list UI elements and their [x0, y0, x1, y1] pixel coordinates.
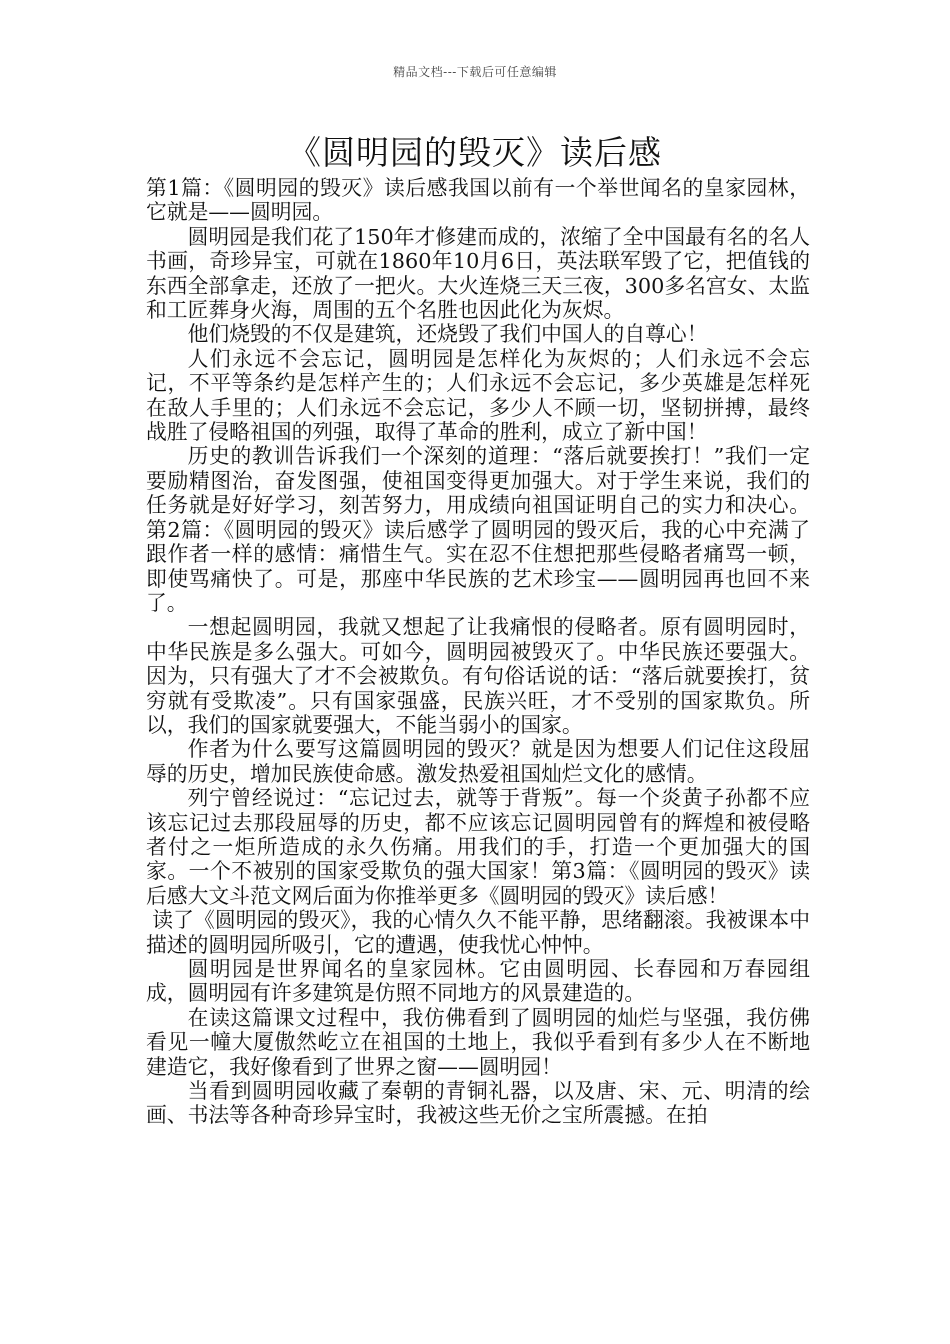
paragraph: 圆明园是我们花了150年才修建而成的，浓缩了全中国最有名的名人书画，奇珍异宝，可就在1860年10月6日，英法联军毁了它，把值钱的东西全部拿走，还放了一把火。大火连烧三天三夜，300多名宫女、太监和工匠葬身火海，周围的五个名胜也因此化为灰烬。	[146, 224, 810, 323]
paragraph: 圆明园是世界闻名的皇家园林。它由圆明园、长春园和万春园组成，圆明园有许多建筑是仿照不同地方的风景建造的。	[146, 957, 810, 1006]
paragraph: 在读这篇课文过程中，我仿佛看到了圆明园的灿烂与坚强，我仿佛看见一幢大厦傲然屹立在祖国的土地上，我似乎看到有多少人在不断地建造它，我好像看到了世界之窗——圆明园！	[146, 1005, 810, 1079]
paragraph: 列宁曾经说过：“忘记过去，就等于背叛”。每一个炎黄子孙都不应该忘记过去那段屈辱的历史，都不应该忘记圆明园曾有的辉煌和被侵略者付之一炬所造成的永久伤痛。用我们的手，打造一个更加强大的国家。一个不被别的国家受欺负的强大国家！第3篇：《圆明园的毁灭》读后感大文斗范文网后面为你推举更多《圆明园的毁灭》读后感！	[146, 786, 810, 908]
paragraph: 他们烧毁的不仅是建筑，还烧毁了我们中国人的自尊心！	[187, 322, 708, 347]
paragraph: 历史的教训告诉我们一个深刻的道理：“落后就要挨打！”我们一定要励精图治，奋发图强，使祖国变得更加强大。对于学生来说，我们的任务就是好好学习，刻苦努力，用成绩向祖国证明自己的实力和决心。第2篇：《圆明园的毁灭》读后感学了圆明园的毁灭后，我的心中充满了跟作者一样的感情：痛惜生气。实在忍不住想把那些侵略者痛骂一顿，即使骂痛快了。可是，那座中华民族的艺术珍宝——圆明园再也回不来了。	[146, 444, 810, 615]
paragraph: 一想起圆明园，我就又想起了让我痛恨的侵略者。原有圆明园时，中华民族是多么强大。可如今，圆明园被毁灭了。中华民族还要强大。因为，只有强大了才不会被欺负。有句俗话说的话：“落后就要挨打，贫穷就有受欺凌”。只有国家强盛，民族兴旺，才不受别的国家欺负。所以，我们的国家就要强大，不能当弱小的国家。	[146, 615, 810, 737]
page-header: 精品文档---下载后可任意编辑	[393, 65, 557, 79]
document-body	[146, 176, 810, 1128]
paragraph: 人们永远不会忘记，圆明园是怎样化为灰烬的；人们永远不会忘记，不平等条约是怎样产生的；人们永远不会忘记，多少英雄是怎样死在敌人手里的；人们永远不会忘记，多少人不顾一切，坚韧拼搏，最终战胜了侵略祖国的列强，取得了革命的胜利，成立了新中国！	[146, 346, 810, 445]
paragraph: 当看到圆明园收藏了秦朝的青铜礼器，以及唐、宋、元、明清的绘画、书法等各种奇珍异宝时，我被这些无价之宝所震撼。在拍	[146, 1079, 810, 1128]
paragraph: 作者为什么要写这篇圆明园的毁灭？就是因为想要人们记住这段屈辱的历史，增加民族使命感。激发热爱祖国灿烂文化的感情。	[146, 737, 810, 786]
document-title: 《圆明园的毁灭》读后感	[288, 133, 662, 172]
paragraph: 第1篇：《圆明园的毁灭》读后感我国以前有一个举世闻名的皇家园林，它就是——圆明园。	[146, 176, 810, 225]
paragraph: 读了《圆明园的毁灭》，我的心情久久不能平静，思绪翻滚。我被课本中描述的圆明园所吸引，它的遭遇，使我忧心忡忡。	[146, 908, 810, 957]
